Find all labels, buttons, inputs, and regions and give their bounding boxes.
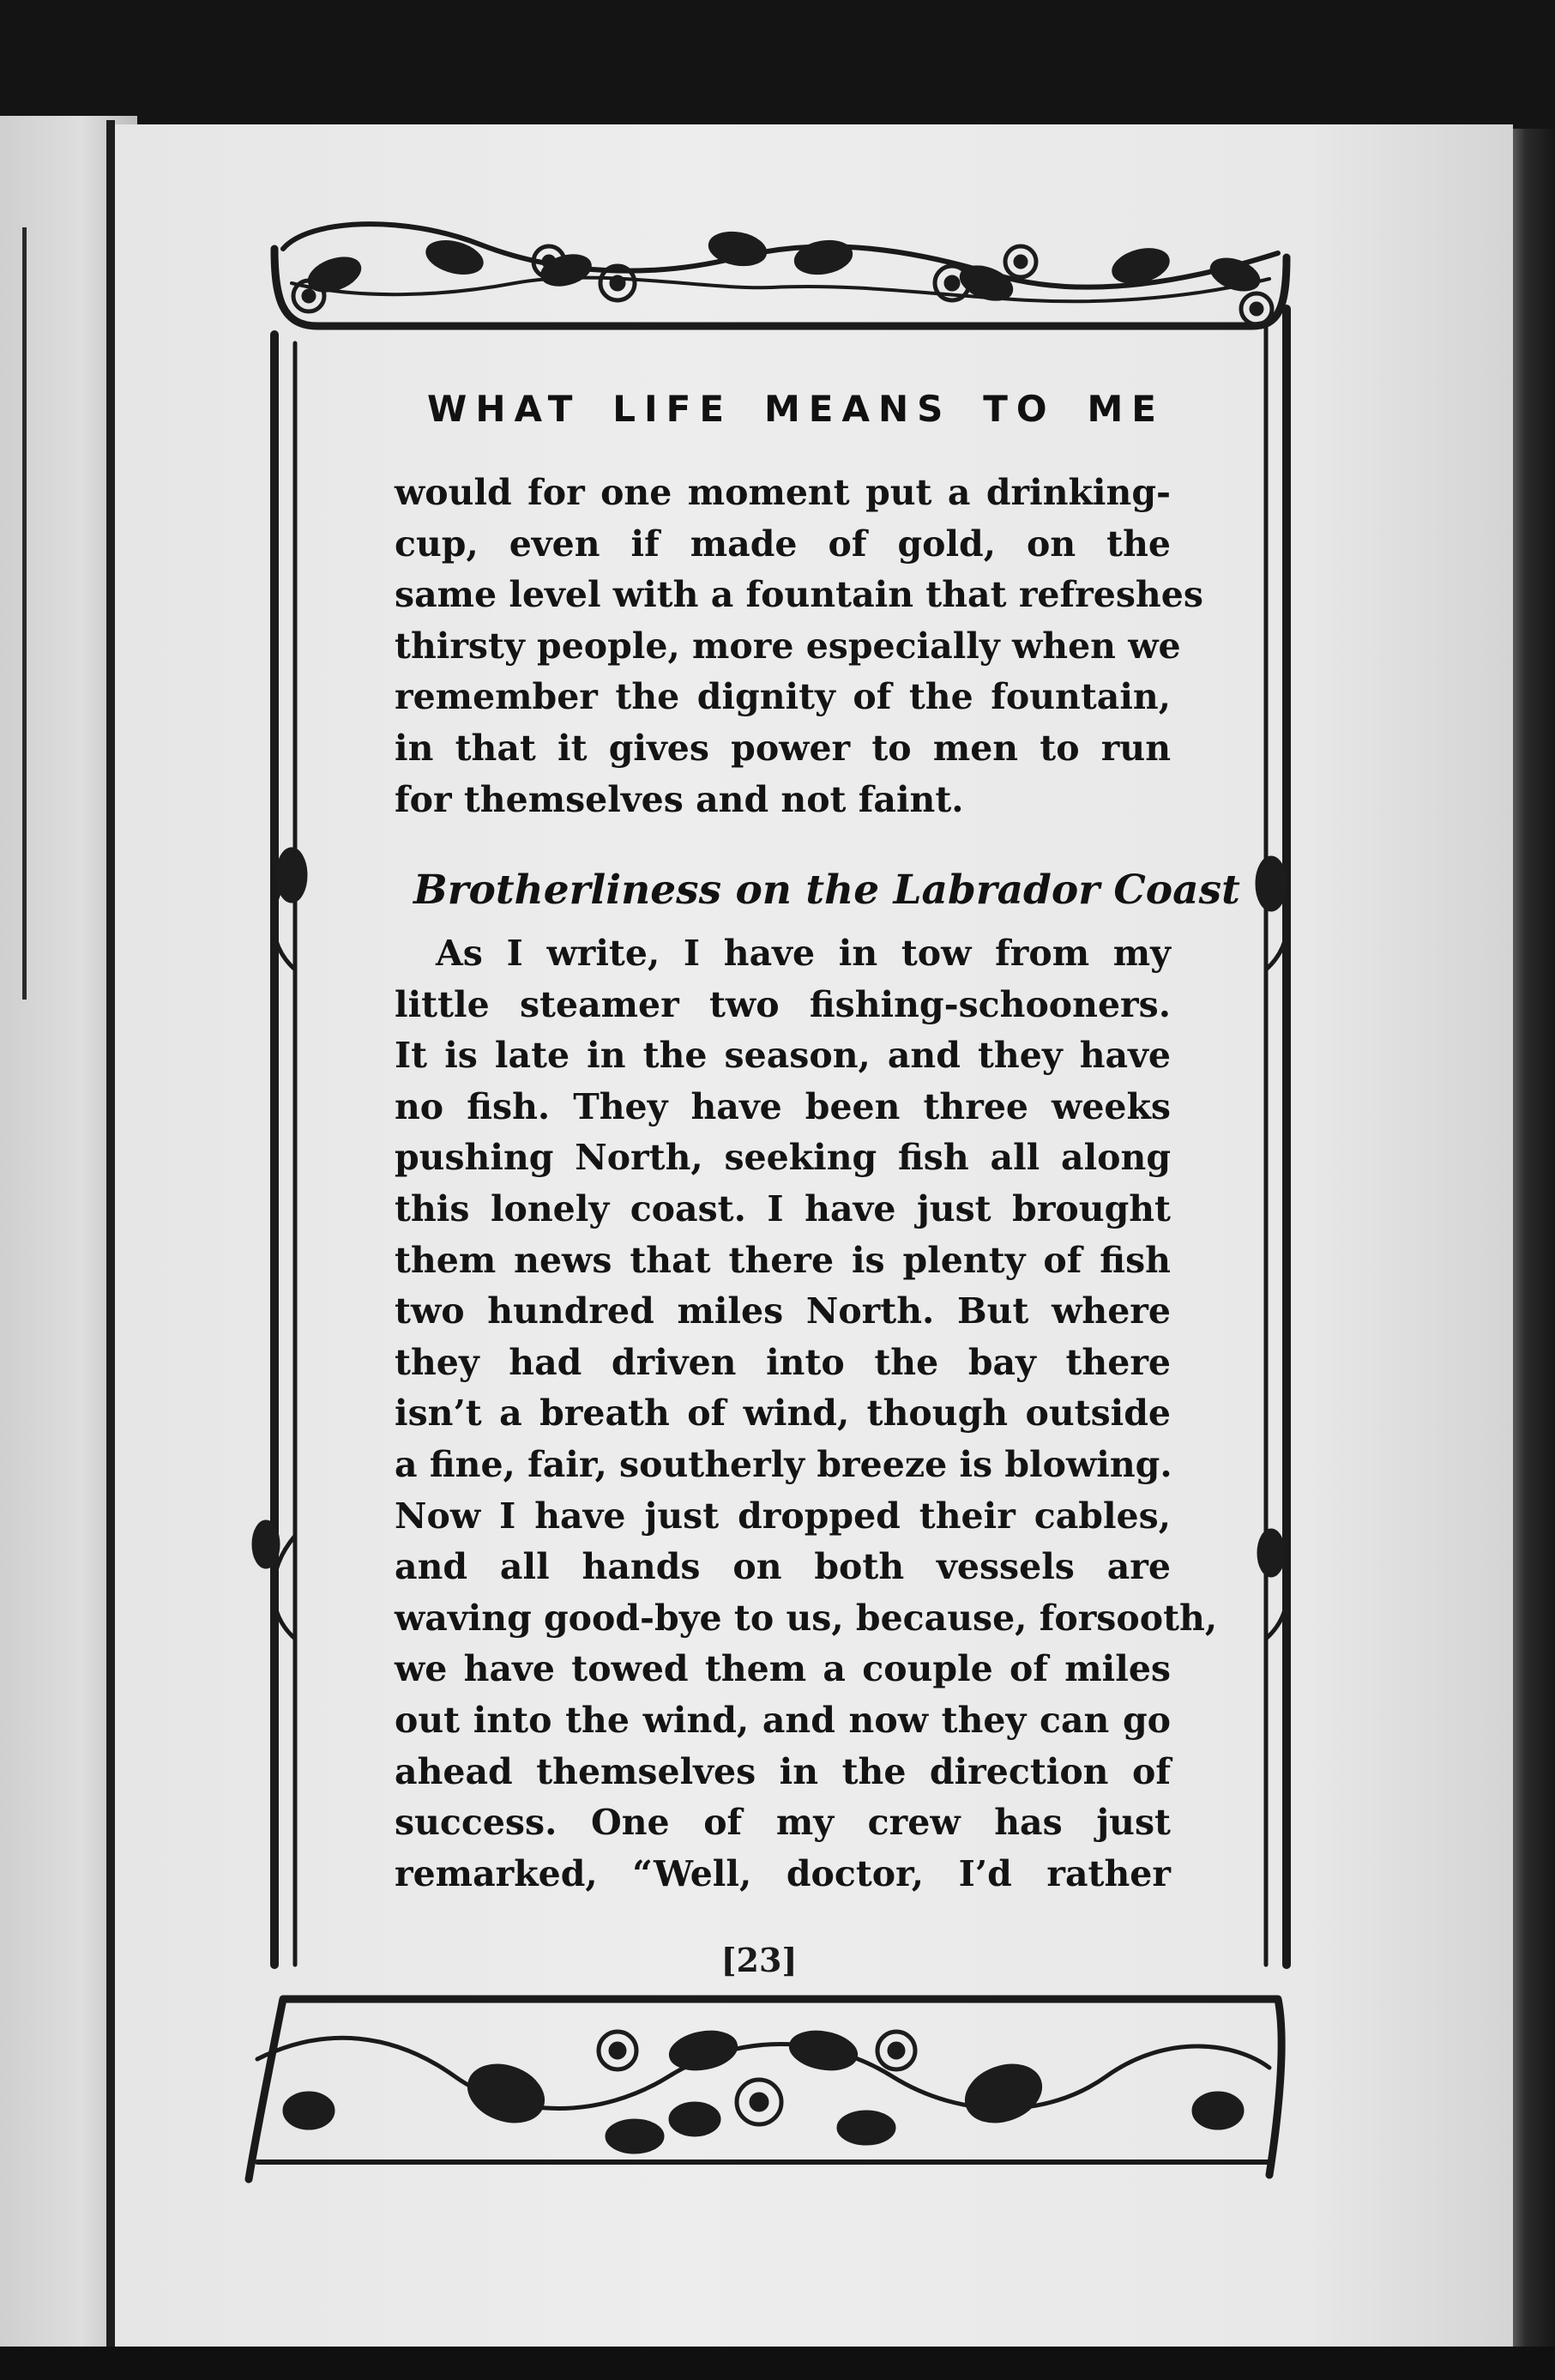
text-line: waving good-bye to us, because, forsooth, <box>395 1597 1218 1639</box>
paragraph-continued <box>395 468 1203 825</box>
text-line: this lonely coast. I have just brought <box>395 1187 1171 1229</box>
text-line: they had driven into the bay there <box>395 1341 1171 1383</box>
text-line: no fish. They have been three weeks <box>395 1085 1171 1127</box>
text-line: same level with a fountain that refreshes <box>395 574 1203 616</box>
text-line: Now I have just dropped their cables, <box>395 1495 1171 1537</box>
text-line: them news that there is plenty of fish <box>395 1239 1171 1281</box>
text-line: and all hands on both vessels are <box>395 1546 1171 1588</box>
text-line: for themselves and not faint. <box>395 778 964 820</box>
body-paragraph <box>395 928 1218 1900</box>
text-line: isn’t a breath of wind, though outside <box>395 1392 1171 1435</box>
text-line: two hundred miles North. But where <box>395 1290 1171 1332</box>
text-line: success. One of my crew has just <box>395 1802 1171 1844</box>
text-line: thirsty people, more especially when we <box>395 625 1181 667</box>
text-line: It is late in the season, and they have <box>395 1035 1171 1077</box>
text-line: would for one moment put a drinking- <box>395 472 1171 513</box>
text-line: As I write, I have in tow from my <box>436 933 1171 974</box>
text-line: ahead themselves in the direction of <box>395 1750 1171 1792</box>
text-line: remarked, “Well, doctor, I’d rather <box>395 1852 1171 1894</box>
text-line: remember the dignity of the fountain, <box>395 676 1171 718</box>
page-number: [23] <box>720 1941 798 1979</box>
text-line: in that it gives power to men to run <box>395 727 1171 769</box>
text-line: pushing North, seeking fish all along <box>395 1137 1171 1179</box>
running-header: WHAT LIFE MEANS TO ME <box>427 388 1165 430</box>
text-line: little steamer two fishing-schooners. <box>395 983 1171 1025</box>
text-line: we have towed them a couple of miles <box>395 1648 1171 1690</box>
section-heading: Brotherliness on the Labrador Coast <box>413 867 1240 914</box>
text-line: out into the wind, and now they can go <box>395 1699 1171 1741</box>
text-line: a fine, fair, southerly breeze is blowing. <box>395 1443 1172 1485</box>
text-line: cup, even if made of gold, on the <box>395 523 1171 565</box>
